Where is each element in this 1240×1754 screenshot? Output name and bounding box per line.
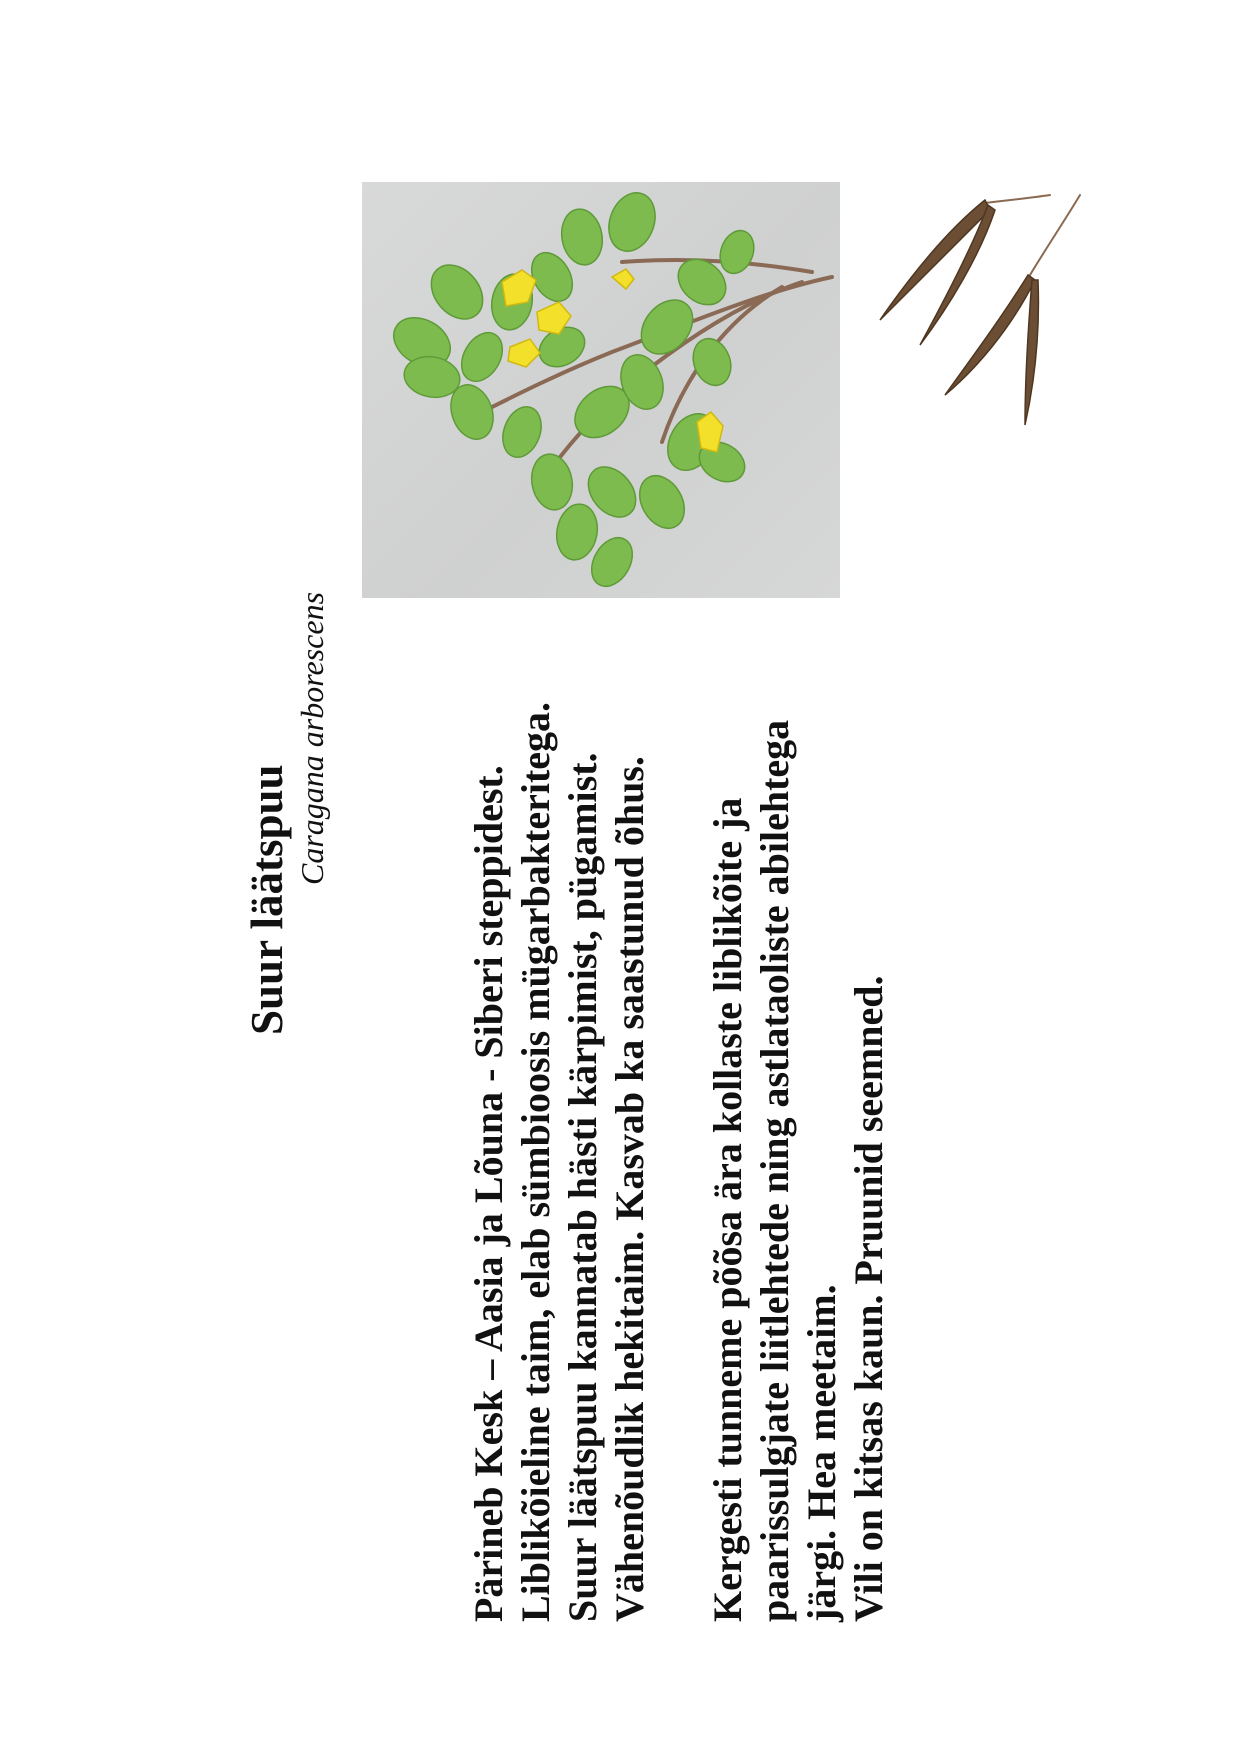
text-line: Vili on kitsas kaun. Pruunid seemned. [846, 975, 891, 1622]
description-paragraph-2 [704, 720, 892, 1622]
text-line: järgi. Hea meetaim. [799, 1284, 844, 1622]
title-block [242, 592, 332, 1035]
text-line: paarissulgjate liitlehtede ning astlataoliste abilehtega [752, 719, 797, 1622]
plant-illustration [362, 182, 840, 598]
seed-pods-photo [870, 180, 1140, 450]
text-line: Kergesti tunneme põõsa ära kollaste liblikõite ja [705, 797, 750, 1622]
text-line: Pärineb Kesk – Aasia ja Lõuna - Siberi steppidest. [466, 765, 511, 1622]
seed-pods-illustration [870, 180, 1140, 450]
scientific-name: Caragana arborescens [294, 591, 330, 885]
text-line: Liblikõieline taim, elab sümbioosis mügarbakteritega. [513, 701, 558, 1622]
description-paragraph-1 [465, 702, 653, 1622]
text-line: Vähenõudlik hekitaim. Kasvab ka saastunud õhus. [607, 756, 652, 1622]
page-title: Suur läätspuu [242, 764, 292, 1035]
plant-photo [362, 182, 840, 598]
text-line: Suur läätspuu kannatab hästi kärpimist, pügamist. [560, 752, 605, 1622]
